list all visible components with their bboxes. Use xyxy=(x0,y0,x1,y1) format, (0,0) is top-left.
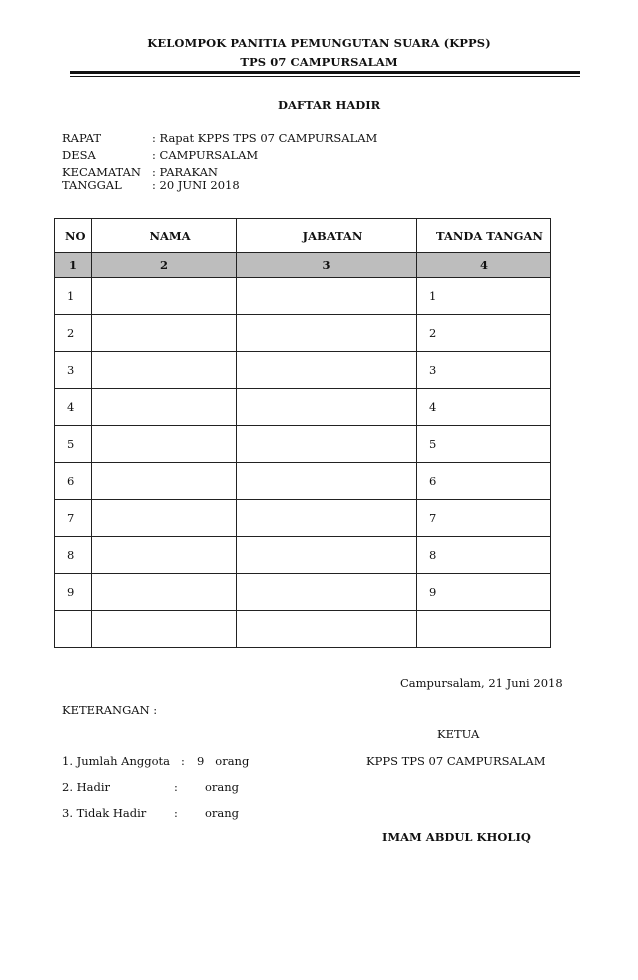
signature-role: KETUA xyxy=(437,727,480,741)
attendance-table xyxy=(54,218,551,648)
note-label-absent: 3. Tidak Hadir xyxy=(62,806,147,820)
column-number: 4 xyxy=(417,253,551,278)
row-number: 7 xyxy=(55,500,92,537)
position-cell[interactable] xyxy=(237,500,417,537)
position-cell[interactable] xyxy=(237,352,417,389)
note-colon: : xyxy=(174,780,178,794)
name-cell[interactable] xyxy=(92,426,237,463)
row-number: 6 xyxy=(55,463,92,500)
note-colon: : xyxy=(174,806,178,820)
signature-cell[interactable]: 6 xyxy=(417,463,551,500)
note-value-absent: orang xyxy=(205,806,240,820)
position-cell[interactable] xyxy=(237,611,417,648)
row-number: 9 xyxy=(55,574,92,611)
position-cell[interactable] xyxy=(237,574,417,611)
table-row xyxy=(55,574,551,611)
signature-cell[interactable]: 4 xyxy=(417,389,551,426)
place-date: Campursalam, 21 Juni 2018 xyxy=(400,676,563,690)
row-number xyxy=(55,611,92,648)
position-cell[interactable] xyxy=(237,463,417,500)
name-cell[interactable] xyxy=(92,574,237,611)
name-cell[interactable] xyxy=(92,463,237,500)
note-label-present: 2. Hadir xyxy=(62,780,111,794)
table-row xyxy=(55,278,551,315)
table-row xyxy=(55,500,551,537)
signature-cell[interactable]: 8 xyxy=(417,537,551,574)
table-row xyxy=(55,389,551,426)
note-label-member-count: 1. Jumlah Anggota xyxy=(62,754,170,768)
signature-name: IMAM ABDUL KHOLIQ xyxy=(382,830,531,844)
name-cell[interactable] xyxy=(92,278,237,315)
document-title: DAFTAR HADIR xyxy=(278,98,381,112)
meta-value-desa: : CAMPURSALAM xyxy=(152,148,259,162)
name-cell[interactable] xyxy=(92,315,237,352)
notes-title: KETERANGAN : xyxy=(62,703,158,717)
meta-label-kecamatan: KECAMATAN xyxy=(62,165,141,179)
signature-cell[interactable]: 9 xyxy=(417,574,551,611)
letterhead-title: KELOMPOK PANITIA PEMUNGUTAN SUARA (KPPS) xyxy=(147,36,491,50)
position-cell[interactable] xyxy=(237,389,417,426)
column-number: 2 xyxy=(92,253,237,278)
column-number-row xyxy=(55,253,551,278)
meta-label-tanggal: TANGGAL xyxy=(62,178,122,192)
signature-org: KPPS TPS 07 CAMPURSALAM xyxy=(366,754,546,768)
letterhead-rule-thin xyxy=(70,76,580,77)
signature-cell[interactable]: 2 xyxy=(417,315,551,352)
signature-cell[interactable] xyxy=(417,611,551,648)
note-value-present: orang xyxy=(205,780,240,794)
position-cell[interactable] xyxy=(237,537,417,574)
meta-label-rapat: RAPAT xyxy=(62,131,101,145)
note-colon: : xyxy=(181,754,185,768)
name-cell[interactable] xyxy=(92,611,237,648)
table-row xyxy=(55,426,551,463)
signature-cell[interactable]: 7 xyxy=(417,500,551,537)
table-row xyxy=(55,463,551,500)
row-number: 4 xyxy=(55,389,92,426)
row-number: 2 xyxy=(55,315,92,352)
position-cell[interactable] xyxy=(237,426,417,463)
header-jabatan: JABATAN xyxy=(237,219,417,253)
meta-value-kecamatan: : PARAKAN xyxy=(152,165,218,179)
signature-cell[interactable]: 1 xyxy=(417,278,551,315)
row-number: 1 xyxy=(55,278,92,315)
column-number: 1 xyxy=(55,253,92,278)
header-tanda-tangan: TANDA TANGAN xyxy=(417,219,551,253)
position-cell[interactable] xyxy=(237,278,417,315)
signature-cell[interactable]: 5 xyxy=(417,426,551,463)
name-cell[interactable] xyxy=(92,537,237,574)
meta-label-desa: DESA xyxy=(62,148,96,162)
name-cell[interactable] xyxy=(92,500,237,537)
name-cell[interactable] xyxy=(92,389,237,426)
header-no: NO xyxy=(55,219,92,253)
row-number: 3 xyxy=(55,352,92,389)
table-row xyxy=(55,352,551,389)
letterhead-rule-thick xyxy=(70,71,580,74)
letterhead-subtitle: TPS 07 CAMPURSALAM xyxy=(240,55,398,69)
table-row xyxy=(55,315,551,352)
column-number: 3 xyxy=(237,253,417,278)
meta-value-tanggal: : 20 JUNI 2018 xyxy=(152,178,240,192)
meta-value-rapat: : Rapat KPPS TPS 07 CAMPURSALAM xyxy=(152,131,378,145)
signature-cell[interactable]: 3 xyxy=(417,352,551,389)
position-cell[interactable] xyxy=(237,315,417,352)
name-cell[interactable] xyxy=(92,352,237,389)
table-header-row xyxy=(55,219,551,253)
row-number: 5 xyxy=(55,426,92,463)
row-number: 8 xyxy=(55,537,92,574)
header-nama: NAMA xyxy=(92,219,237,253)
table-row xyxy=(55,611,551,648)
note-value-member-count: 9 orang xyxy=(197,754,250,768)
table-row xyxy=(55,537,551,574)
